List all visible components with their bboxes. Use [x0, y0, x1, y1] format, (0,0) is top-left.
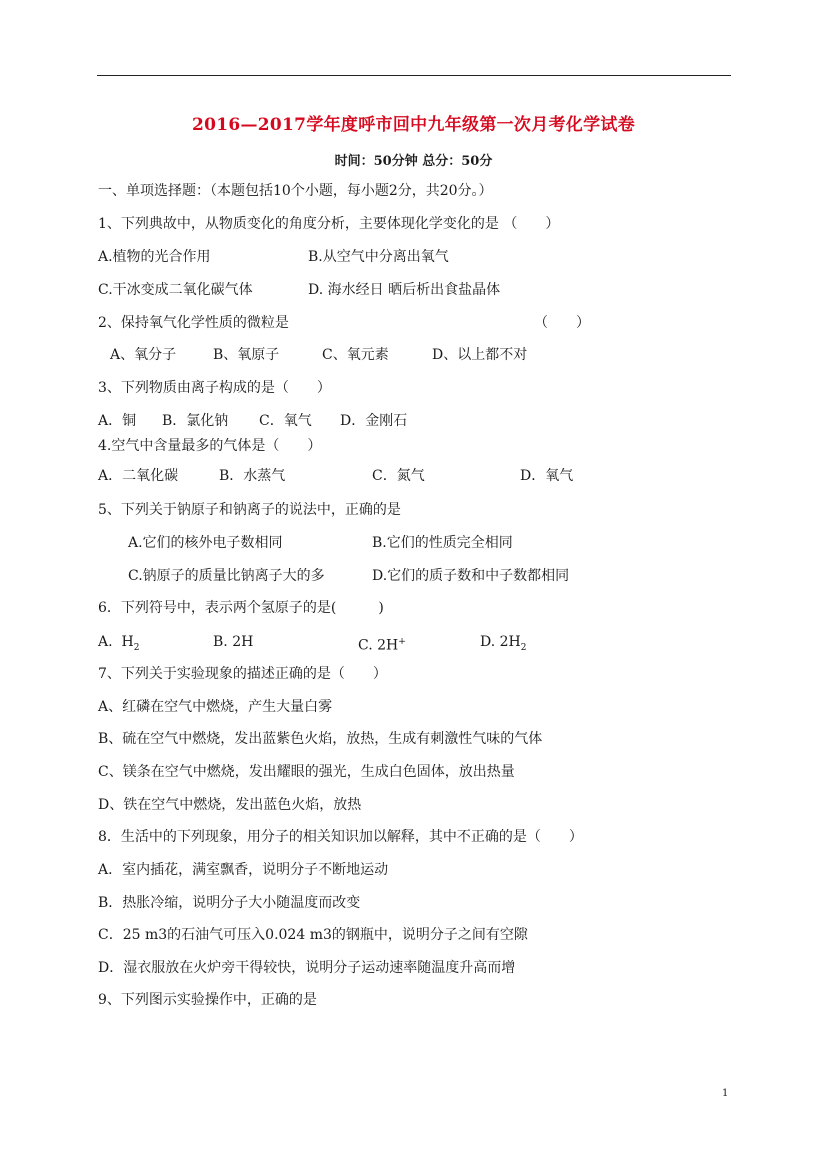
page-number: 1: [722, 1088, 729, 1099]
q6-option-b: B. 2H: [213, 634, 254, 650]
q4-option-c: C．氮气: [372, 468, 425, 484]
q7-option-d: D、铁在空气中燃烧，发出蓝色火焰，放热: [98, 797, 362, 813]
q4-stem: 4.空气中含量最多的气体是（ ）: [98, 438, 322, 454]
q5-option-a: A.它们的核外电子数相同: [128, 535, 283, 551]
q6-option-c: C. 2H+: [358, 637, 406, 654]
q8-option-d: D．湿衣服放在火炉旁干得较快，说明分子运动速率随温度升高而增: [98, 960, 516, 976]
q2-stem: 2、保持氧气化学性质的微粒是: [98, 315, 289, 331]
q4-option-b: B．水蒸气: [219, 468, 286, 484]
exam-title: 2016—2017学年度呼市回中九年级第一次月考化学试卷: [191, 115, 636, 135]
q7-option-a: A、红磷在空气中燃烧，产生大量白雾: [98, 699, 333, 715]
q9-stem: 9、下列图示实验操作中，正确的是: [98, 992, 317, 1008]
q3-stem: 3、下列物质由离子构成的是（ ）: [98, 380, 331, 396]
q6-option-a: A. $H_2$: [98, 634, 140, 653]
q7-option-c: C、镁条在空气中燃烧，发出耀眼的强光，生成白色固体，放出热量: [98, 764, 515, 780]
q5-stem: 5、下列关于钠原子和钠离子的说法中，正确的是: [98, 502, 401, 518]
q3-option-b: B．氯化钠: [162, 413, 229, 429]
q4-option-d: D．氧气: [520, 468, 574, 484]
q8-option-a: A．室内插花，满室飘香，说明分子不断地运动: [98, 862, 389, 878]
q1-option-a: A.植物的光合作用: [98, 249, 211, 265]
q7-stem: 7、下列关于实验现象的描述正确的是（ ）: [98, 666, 387, 682]
q6-stem: 6．下列符号中，表示两个氢原子的是( ): [98, 600, 384, 616]
q6-option-d: D. $2H_2$: [480, 634, 527, 653]
q5-option-c: C.钠原子的质量比钠离子大的多: [128, 568, 325, 584]
q7-option-b: B、硫在空气中燃烧，发出蓝紫色火焰，放热，生成有刺激性气味的气体: [98, 731, 543, 747]
q2-option-d: D、以上都不对: [432, 347, 528, 363]
q1-stem: 1、下列典故中，从物质变化的角度分析，主要体现化学变化的是 （ ）: [98, 216, 560, 232]
q1-option-d: D. 海水经日 晒后析出食盐晶体: [308, 282, 501, 298]
q1-option-c: C.干冰变成二氧化碳气体: [98, 282, 253, 298]
exam-subtitle: 时间：50分钟 总分：50分: [334, 154, 493, 169]
q5-option-d: D.它们的质子数和中子数都相同: [372, 568, 570, 584]
q8-option-b: B．热胀冷缩，说明分子大小随温度而改变: [98, 895, 361, 911]
q3-option-a: A．铜: [98, 413, 137, 429]
q8-option-c: C．25 m3的石油气可压入0.024 m3的钢瓶中，说明分子之间有空隙: [98, 927, 528, 943]
q3-option-c: C．氧气: [259, 413, 312, 429]
q3-option-d: D．金刚石: [340, 413, 408, 429]
q1-option-b: B.从空气中分离出氧气: [308, 249, 449, 265]
q5-option-b: B.它们的性质完全相同: [372, 535, 513, 551]
q8-stem: 8．生活中的下列现象，用分子的相关知识加以解释，其中不正确的是（ ）: [98, 829, 583, 845]
q2-option-b: B、氧原子: [213, 347, 280, 363]
header-rule: [97, 75, 731, 76]
q4-option-a: A．二氧化碳: [98, 468, 179, 484]
q2-paren: （ ）: [534, 315, 590, 331]
section-heading: 一、单项选择题：（本题包括10个小题，每小题2分，共20分。）: [98, 183, 493, 199]
q2-option-c: C、氧元素: [322, 347, 389, 363]
q2-option-a: A、氧分子: [110, 347, 177, 363]
